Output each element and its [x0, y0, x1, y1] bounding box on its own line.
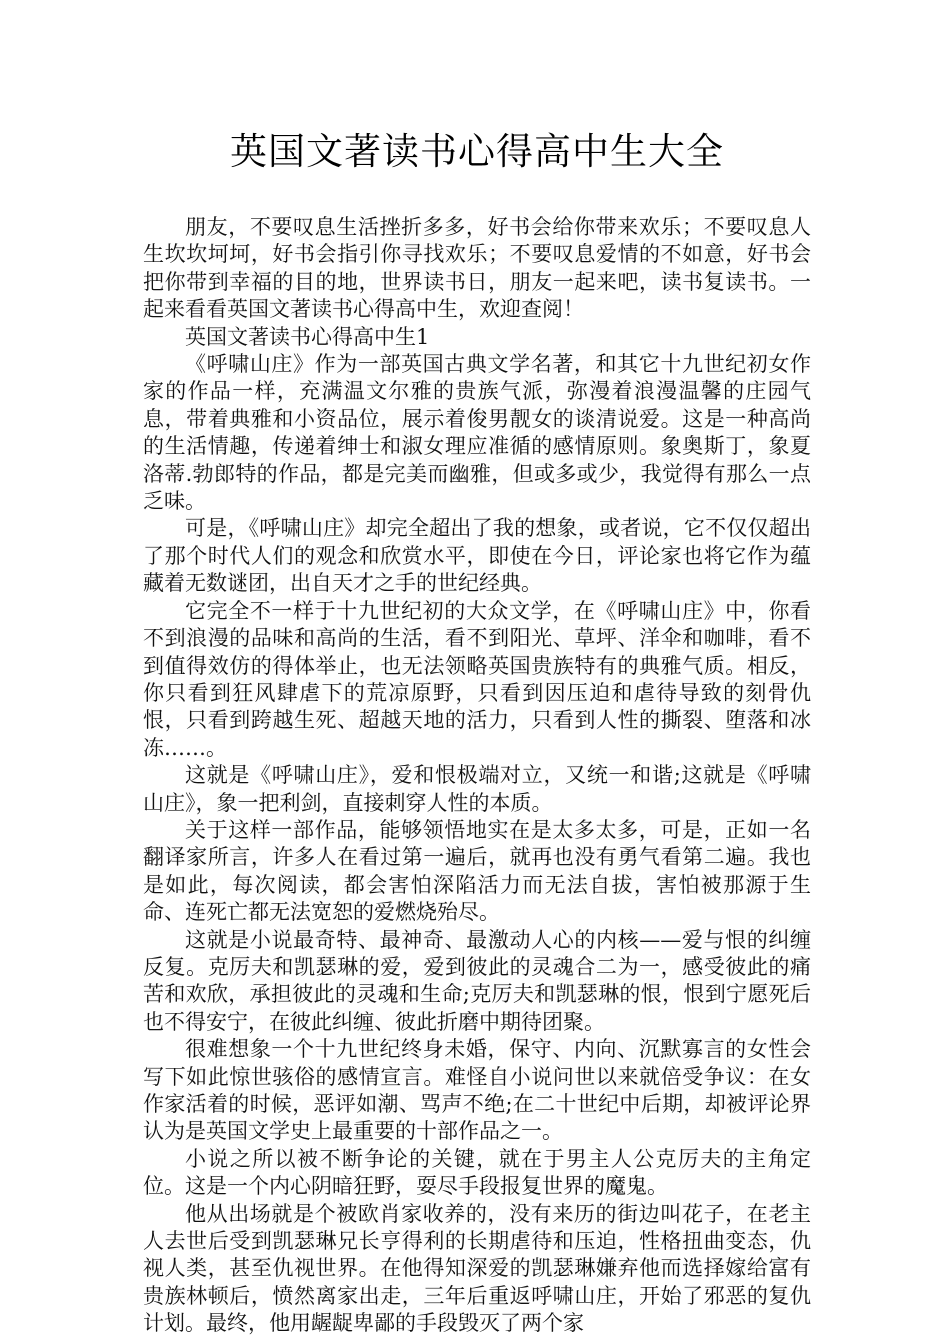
document-title: 英国文著读书心得高中生大全 [230, 130, 724, 173]
document-body [143, 214, 811, 1338]
paragraph: 关于这样一部作品，能够领悟地实在是太多太多，可是，正如一名翻译家所言，许多人在看过第一遍后，就再也没有勇气看第二遍。我也是如此，每次阅读，都会害怕深陷活力而无法自拔，害怕被那源于生命、连死亡都无法宽恕的爱燃烧殆尽。 [143, 817, 811, 925]
paragraph: 小说之所以被不断争论的关键，就在于男主人公克厉夫的主角定位。这是一个内心阴暗狂野，耍尽手段报复世界的魔鬼。 [143, 1146, 811, 1199]
paragraph: 他从出场就是个被欧肖家收养的，没有来历的街边叫花子，在老主人去世后受到凯瑟琳兄长亨得利的长期虐待和压迫，性格扭曲变态，仇视人类，甚至仇视世界。在他得知深爱的凯瑟琳嫌弃他而选择嫁给富有贵族林顿后，愤然离家出走，三年后重返呼啸山庄，开始了邪恶的复仇计划。最终，他用龌龊卑鄙的手段毁灭了两个家 [143, 1201, 811, 1336]
paragraph: 它完全不一样于十九世纪初的大众文学，在《呼啸山庄》中，你看不到浪漫的品味和高尚的生活，看不到阳光、草坪、洋伞和咖啡，看不到值得效仿的得体举止，也无法领略英国贵族特有的典雅气质。相反，你只看到狂风肆虐下的荒凉原野，只看到因压迫和虐待导致的刻骨仇恨，只看到跨越生死、超越天地的活力，只看到人性的撕裂、堕落和冰冻……。 [143, 598, 811, 760]
paragraph-intro: 朋友，不要叹息生活挫折多多，好书会给你带来欢乐；不要叹息人生坎坎坷坷，好书会指引你寻找欢乐；不要叹息爱情的不如意，好书会把你带到幸福的目的地，世界读书日，朋友一起来吧，读书复读书。一起来看看英国文著读书心得高中生，欢迎查阅！ [143, 215, 811, 322]
paragraph: 《呼啸山庄》作为一部英国古典文学名著，和其它十九世纪初女作家的作品一样，充满温文尔雅的贵族气派，弥漫着浪漫温馨的庄园气息，带着典雅和小资品位，展示着俊男靓女的谈清说爱。这是一种高尚的生活情趣，传递着绅士和淑女理应准循的感情原则。象奥斯丁，象夏洛蒂.勃郎特的作品，都是完美而幽雅，但或多或少，我觉得有那么一点乏味。 [143, 352, 811, 514]
document-page [143, 128, 811, 1338]
paragraph: 这就是小说最奇特、最神奇、最激动人心的内核——爱与恨的纠缠反复。克厉夫和凯瑟琳的爱，爱到彼此的灵魂合二为一，感受彼此的痛苦和欢欣，承担彼此的灵魂和生命;克厉夫和凯瑟琳的恨，恨到宁愿死后也不得安宁，在彼此纠缠、彼此折磨中期待团聚。 [143, 927, 811, 1034]
paragraph: 这就是《呼啸山庄》，爱和恨极端对立，又统一和谐;这就是《呼啸山庄》，象一把利剑，直接刺穿人性的本质。 [143, 763, 811, 815]
paragraph: 很难想象一个十九世纪终身未婚，保守、内向、沉默寡言的女性会写下如此惊世骇俗的感情宣言。难怪自小说问世以来就倍受争议：在女作家活着的时候，恶评如潮、骂声不绝;在二十世纪中后期，却被评论界认为是英国文学史上最重要的十部作品之一。 [143, 1037, 811, 1144]
section-heading: 英国文著读书心得高中生1 [185, 324, 430, 349]
paragraph: 可是，《呼啸山庄》却完全超出了我的想象，或者说，它不仅仅超出了那个时代人们的观念和欣赏水平，即使在今日，评论家也将它作为蕴藏着无数谜团，出自天才之手的世纪经典。 [143, 516, 811, 596]
